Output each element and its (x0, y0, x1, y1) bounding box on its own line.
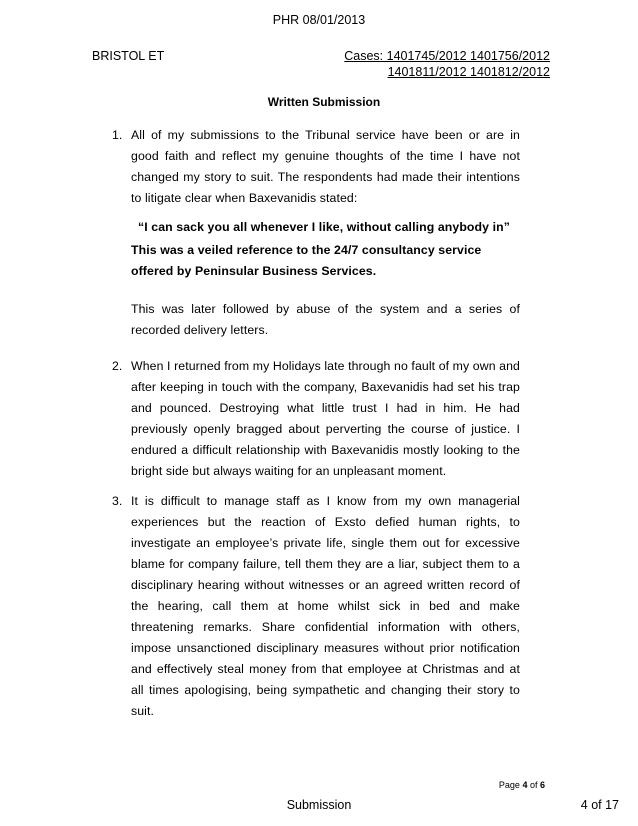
page-of: of (527, 780, 540, 790)
item-paragraph: When I returned from my Holidays late through no fault of my own and after keeping in touch with the company, Baxevanidis had set his trap and pounced. Destroying what little trust I had in him. He had previously openly bragged about perverting the course of justice. I endured a difficult relationship with Baxevanidis mostly looking to the bright side but always waiting for an unpleasant moment. (131, 359, 520, 478)
header-party: BRISTOL ET (92, 49, 165, 63)
item-number: 1. (112, 128, 123, 142)
item-paragraph: All of my submissions to the Tribunal service have been or are in good faith and reflect my genuine thoughts of the time I have not changed my story to suit. The respondents had made their intentions to litigate clear when Baxevanidis stated: (131, 128, 520, 205)
page-current: 4 (522, 780, 528, 790)
item-follow-up: This was later followed by abuse of the system and a series of recorded delivery letters. (131, 302, 520, 337)
page-total: 6 (539, 780, 545, 790)
header-date: PHR 08/01/2013 (272, 13, 366, 27)
quote: “I can sack you all whenever I like, without calling anybody in” (138, 220, 510, 234)
footer-page-count: 4 of 17 (580, 798, 619, 812)
bold-note: This was a veiled reference to the 24/7 consultancy service offered by Peninsular Business Services. (131, 243, 482, 278)
page-indicator (430, 780, 545, 790)
item-number: 2. (112, 359, 123, 373)
page-title: Written Submission (267, 95, 381, 109)
item-paragraph: It is difficult to manage staff as I know from my own managerial experiences but the reaction of Exsto defied human rights, to investigate an employee’s private life, single them out for excessive blame for company failure, tell them they are a liar, subject them to a disciplinary hearing without witnesses or an agreed written record of the hearing, call them at home whilst sick in bed and make threatening remarks. Share confidential information with others, impose unsanctioned disciplinary measures without prior notification and effectively steal money from that employee at Christmas and at all times apologising, being sympathetic and changing their story to suit. (131, 494, 520, 718)
header-cases-line1: Cases: 1401745/2012 1401756/2012 (344, 49, 550, 63)
header-cases-line2: 1401811/2012 1401812/2012 (387, 65, 550, 79)
page-prefix: Page (498, 780, 523, 790)
footer-title: Submission (286, 798, 352, 812)
item-number: 3. (112, 494, 123, 508)
